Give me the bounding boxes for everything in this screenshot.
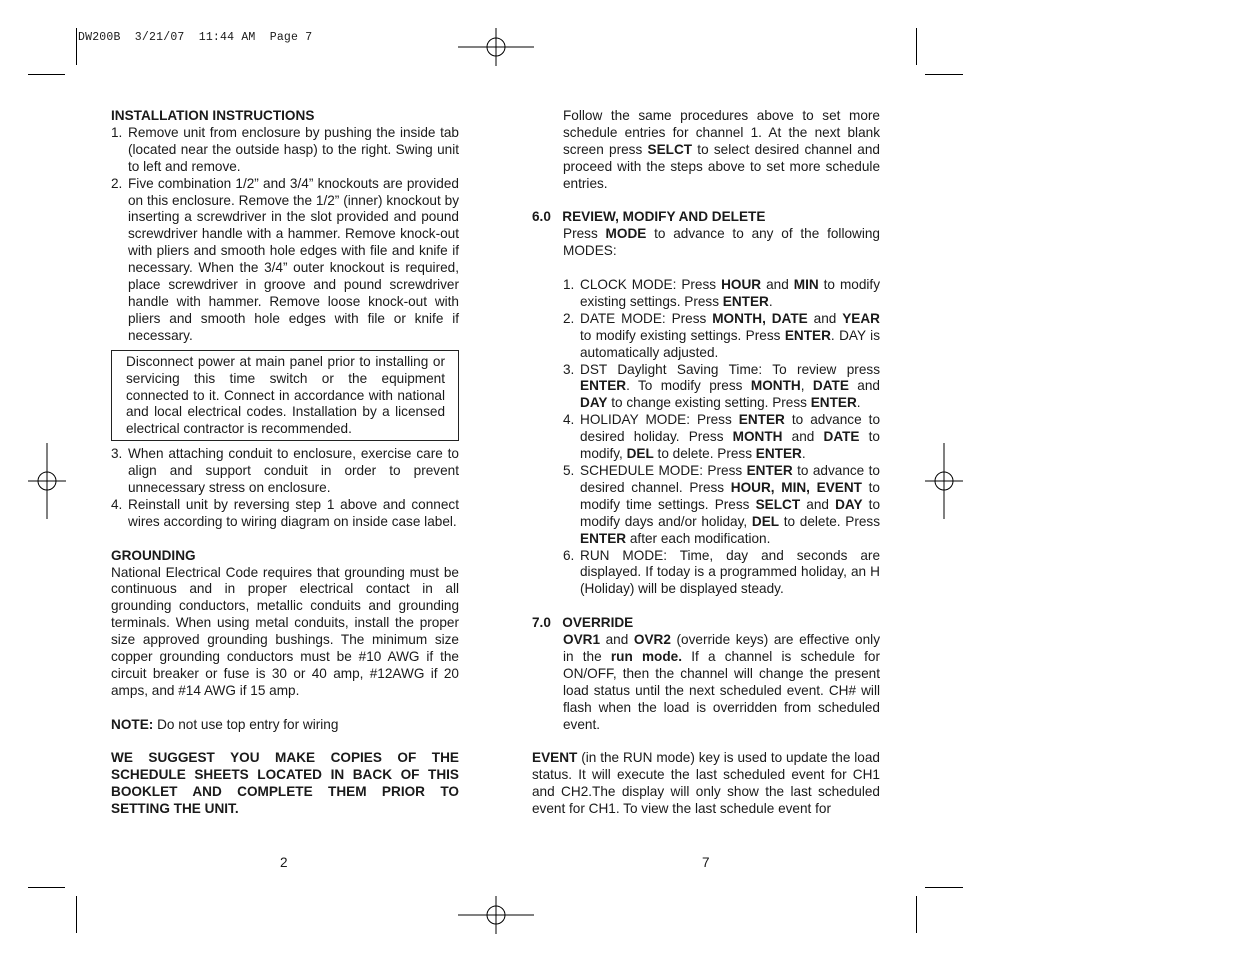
right-page-column	[532, 108, 880, 818]
bold-key: DEL	[751, 513, 780, 529]
override-heading: 7.0 OVERRIDE	[532, 615, 634, 631]
bold-key: HOUR, MIN, EVENT	[730, 479, 862, 495]
crop-mark	[76, 28, 77, 65]
crop-mark	[28, 887, 65, 888]
note-label: NOTE:	[111, 716, 154, 732]
bold-key: YEAR	[842, 310, 880, 326]
bold-key: MIN	[793, 277, 819, 293]
bold-key: DEL	[626, 446, 654, 462]
mode-number: 5.	[563, 463, 575, 478]
installation-steps	[111, 125, 459, 345]
mode-number: 6.	[563, 547, 575, 563]
suggest-text: WE SUGGEST YOU MAKE COPIES OF THE SCHEDULE SHEETS LOCATED IN BACK OF THIS BOOKLET AND COMPLETE THEM PRIOR TO SETTING THE UNIT.	[111, 750, 459, 817]
bold-key: DAY	[580, 395, 608, 411]
bold-key: MONTH, DATE	[712, 310, 808, 326]
list-item-number: 1.	[111, 124, 123, 140]
list-item	[111, 125, 459, 176]
mode-item	[563, 412, 880, 463]
mode-item	[563, 311, 880, 362]
print-slug: DW200B 3/21/07 11:44 AM Page 7	[78, 31, 313, 44]
crop-mark	[76, 896, 77, 933]
note-text: Do not use top entry for wiring	[157, 716, 339, 732]
bold-key: EVENT	[532, 750, 578, 766]
registration-mark-icon	[28, 443, 66, 519]
crop-mark	[916, 896, 917, 933]
mode-item	[563, 548, 880, 599]
list-item	[111, 497, 459, 531]
list-item	[111, 176, 459, 345]
override-paragraph: OVR1 and OVR2 (override keys) are effective only in the run mode. If a channel is schedule for ON/OFF, then the channel will change the present load status until the next scheduled event. CH# will flash when the load is overridden from scheduled event.	[563, 632, 880, 732]
bold-key: ENTER	[580, 530, 627, 546]
crop-mark	[916, 28, 917, 65]
bold-key: ENTER	[738, 412, 785, 428]
mode-item	[563, 463, 880, 548]
crop-mark	[925, 74, 963, 75]
registration-mark-icon	[925, 443, 963, 519]
list-item-text: Reinstall unit by reversing step 1 above and connect wires according to wiring diagram on inside case label.	[128, 496, 459, 529]
bold-key: ENTER	[746, 463, 793, 478]
bold-key: DATE	[823, 429, 860, 445]
installation-steps-continued	[111, 446, 459, 531]
note	[111, 717, 459, 734]
page-number-left: 2	[280, 855, 288, 870]
list-item-text: When attaching conduit to enclosure, exercise care to align and support conduit in order to prevent unnecessary stress on enclosure.	[128, 446, 459, 496]
intro-paragraph: Follow the same procedures above to set more schedule entries for channel 1. At the next blank screen press SELCT to select desired channel and proceed with the steps above to set more schedule entries.	[563, 108, 880, 191]
grounding-heading: GROUNDING	[111, 547, 196, 563]
list-item-number: 2.	[111, 175, 123, 191]
bold-key: SELCT	[755, 496, 801, 512]
bold-key: ENTER	[755, 446, 802, 462]
list-item-number: 3.	[111, 446, 123, 462]
mode-text: DST Daylight Saving Time: To review press ENTER. To modify press MONTH, DATE and DAY to change existing setting. Press ENTER.	[580, 361, 880, 411]
mode-number: 1.	[563, 277, 575, 293]
mode-number: 4.	[563, 412, 575, 428]
bold-key: OVR1	[563, 632, 601, 648]
bold-key: run mode.	[610, 648, 682, 664]
mode-text: DATE MODE: Press MONTH, DATE and YEAR to modify existing settings. Press ENTER. DAY is automatically adjusted.	[580, 310, 880, 360]
bold-key: MONTH	[732, 429, 783, 445]
mode-item	[563, 277, 880, 311]
mode-text: CLOCK MODE: Press HOUR and MIN to modify existing settings. Press ENTER.	[580, 277, 880, 309]
mode-item	[563, 362, 880, 413]
installation-heading: INSTALLATION INSTRUCTIONS	[111, 108, 315, 123]
mode-text: HOLIDAY MODE: Press ENTER to advance to desired holiday. Press MONTH and DATE to modify, DEL to delete. Press ENTER.	[580, 412, 881, 462]
bold-key: ENTER	[810, 395, 857, 411]
bold-key: ENTER	[722, 293, 769, 309]
bold-key: OVR2	[633, 632, 671, 648]
bold-key: DATE	[812, 378, 849, 394]
crop-mark	[925, 887, 963, 888]
review-intro: Press MODE to advance to any of the following MODES:	[563, 226, 880, 259]
page-number-right: 7	[702, 855, 710, 870]
crop-mark	[28, 74, 65, 75]
registration-mark-icon	[458, 28, 534, 66]
bold-key: DAY	[835, 496, 863, 512]
mode-text: SCHEDULE MODE: Press ENTER to advance to desired channel. Press HOUR, MIN, EVENT to modify time settings. Press SELCT and DAY to modify days and/or holiday, DEL to delete. Press ENTER after each modification.	[580, 463, 881, 546]
bold-key: ENTER	[580, 378, 627, 394]
list-item-text: Five combination 1/2” and 3/4” knockouts are provided on this enclosure. Remove the 1/2” (inner) knockout by inserting a screwdriver in the slot provided and pound screwdriver handle with a hammer. Remove knock-out with pliers and smooth hole edges with file and knife if necessary. When the 3/4” outer knockout is required, place screwdriver in groove and pound screwdriver handle with hammer. Remove loose knock-out with pliers and smooth hole edges with file or knife if necessary.	[128, 175, 459, 343]
event-paragraph: EVENT (in the RUN mode) key is used to update the load status. It will execute the last scheduled event for CH1 and CH2.The display will only show the last scheduled event for CH1. To view the last schedule event for	[532, 750, 880, 817]
grounding-text: National Electrical Code requires that grounding must be continuous and in proper electrical contact in all grounding conductors, metallic conduits and grounding terminals. When using metal conduits, install the proper size approved grounding bushings. The minimum size copper grounding conductors must be #10 AWG if the circuit breaker or fuse is 30 or 40 amp, #12AWG if 20 amps, and #14 AWG if 15 amp.	[111, 564, 459, 698]
list-item-number: 4.	[111, 496, 123, 512]
review-heading: 6.0 REVIEW, MODIFY AND DELETE	[532, 209, 766, 225]
registration-mark-icon	[458, 896, 534, 934]
mode-number: 3.	[563, 361, 575, 377]
bold-key: MONTH	[750, 378, 801, 394]
mode-text: RUN MODE: Time, day and seconds are displayed. If today is a programmed holiday, an H (Holiday) will be displayed steady.	[580, 547, 880, 597]
left-page-column	[111, 108, 459, 818]
bold-key: HOUR	[721, 277, 762, 293]
bold-key: ENTER	[784, 327, 831, 343]
warning-box: Disconnect power at main panel prior to installing or servicing this time switch or the equipment connected to it. Connect in accordance with national and local electrical codes. Installation by a licensed electrical contractor is recommended.	[111, 350, 459, 442]
mode-number: 2.	[563, 310, 575, 326]
list-item-text: Remove unit from enclosure by pushing the inside tab (located near the outside hasp) to the right. Swing unit to left and remove.	[128, 124, 459, 174]
list-item	[111, 446, 459, 497]
modes-list	[563, 277, 880, 598]
